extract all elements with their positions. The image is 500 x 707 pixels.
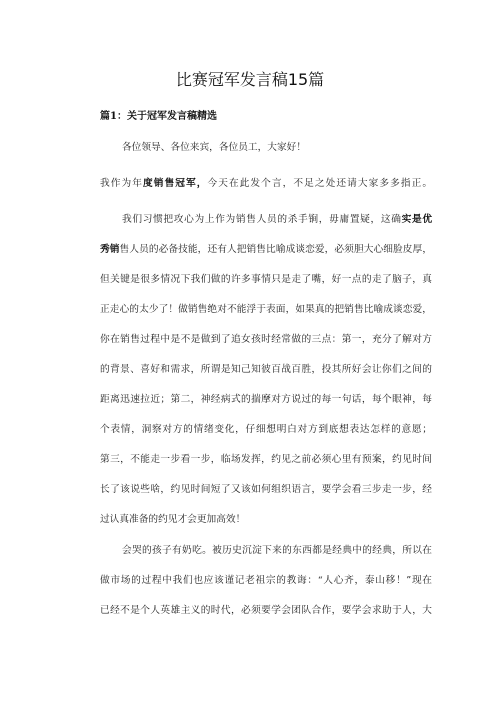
paragraph-line: 第三，不能走一步看一步，临场发挥，约见之前必须心里有预案，约见时间 (100, 454, 432, 465)
paragraph-line (100, 205, 432, 235)
paragraph-line: 长了该说些啥，约见时间短了又该如何组织语言，要学会看三步走一步，经 (100, 484, 432, 495)
paragraph-line: 过认真准备的约见才会更加高效！ (100, 514, 246, 525)
section-heading: 篇1：关于冠军发言稿精选 (100, 111, 217, 122)
intro-line (100, 174, 432, 194)
paragraph-line: 个表情，洞察对方的情绪变化，仔细想明白对方到底想表达怎样的意愿； (100, 424, 432, 435)
paragraph-1 (100, 205, 432, 535)
line-text: 售人员的必备技能，还有人把销售比喻成谈恋爱，必须胆大心细脸皮厚， (119, 244, 433, 255)
paragraph-line: 已经不是个人英雄主义的时代，必须要学会团队合作，要学会求助于人，大 (100, 605, 432, 616)
paragraph-line: 的背景、喜好和需求，所谓是知己知彼百战百胜，投其所好会让你们之间的 (100, 364, 432, 375)
bold-text: 实是优 (401, 214, 433, 225)
paragraph-line: 你在销售过程中是不是做到了追女孩时经常做的三点：第一，充分了解对方 (100, 334, 432, 345)
paragraph-line: 距离迅速拉近；第二，神经病式的揣摩对方说过的每一句话，每个眼神，每 (100, 394, 432, 405)
intro-text: 我作为年 (100, 178, 143, 189)
greeting-line: 各位领导、各位来宾，各位员工，大家好！ (122, 142, 307, 153)
paragraph-line: 会哭的孩子有奶吃。被历史沉淀下来的东西都是经典中的经典，所以在 (122, 545, 432, 556)
paragraph-line (100, 235, 432, 265)
intro-text: 今天在此发个言，不足之处还请大家多多指正。 (207, 178, 433, 189)
paragraph-2 (100, 536, 432, 626)
bold-text: 秀销 (100, 244, 120, 255)
page-title: 比赛冠军发言稿15篇 (175, 70, 325, 89)
line-text: 我们习惯把攻心为上作为销售人员的杀手锏，毋庸置疑，这确 (122, 214, 402, 225)
paragraph-line: 但关键是很多情况下我们做的许多事情只是走了嘴，好一点的走了脑子，真 (100, 274, 432, 285)
intro-bold-text: 度销售冠军， (142, 178, 208, 189)
paragraph-line: 正走心的太少了！做销售绝对不能浮于表面，如果真的把销售比喻成谈恋爱， (100, 304, 432, 315)
paragraph-line: 做市场的过程中我们也应该谨记老祖宗的教诲：“人心齐，泰山移！”现在 (100, 575, 432, 586)
